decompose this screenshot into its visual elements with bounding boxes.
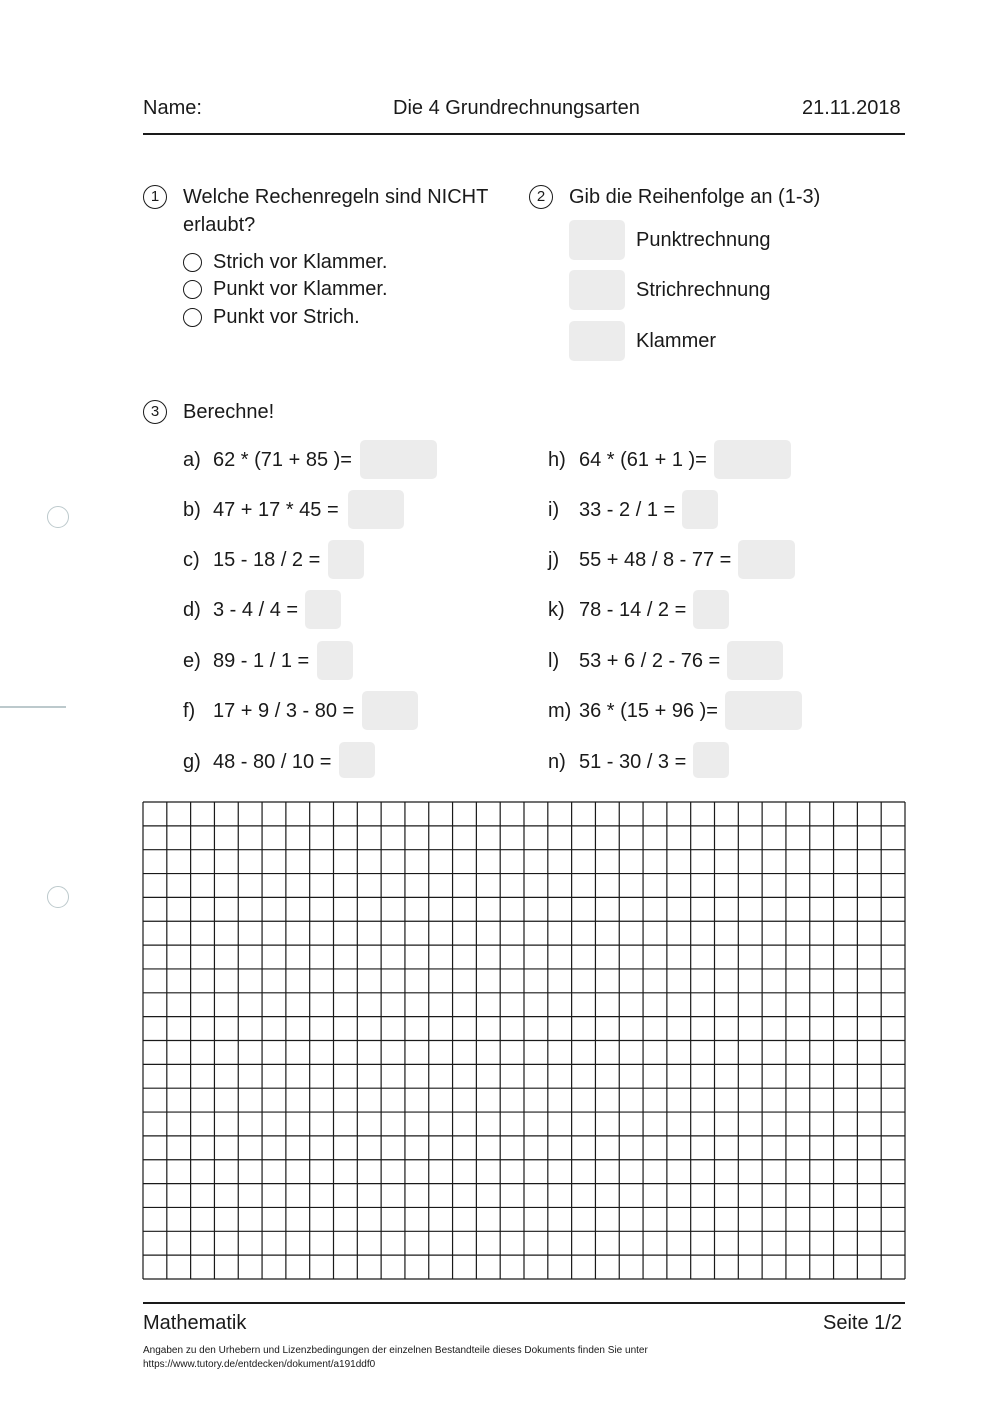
task3-title: Berechne!: [183, 401, 275, 423]
equation-label-f: f): [183, 700, 196, 722]
fold-mark: [0, 706, 66, 708]
equation-k: 78 - 14 / 2 =: [579, 599, 687, 621]
equation-f: 17 + 9 / 3 - 80 =: [213, 700, 355, 722]
task-number-2: 2: [529, 185, 553, 209]
equation-label-d: d): [183, 599, 201, 621]
header-rule: [143, 133, 905, 135]
answer-box-b[interactable]: [348, 490, 404, 529]
option-label-3: Punkt vor Strich.: [213, 306, 360, 328]
equation-n: 51 - 30 / 3 =: [579, 751, 687, 773]
answer-box-j[interactable]: [738, 540, 795, 579]
footer-rule: [143, 1302, 905, 1304]
order-item-1: Punktrechnung: [636, 229, 771, 251]
equation-label-n: n): [548, 751, 566, 773]
date: 21.11.2018: [802, 97, 901, 119]
task-number-3: 3: [143, 400, 167, 424]
order-item-3: Klammer: [636, 330, 717, 352]
equation-label-l: l): [548, 650, 560, 672]
answer-box-a[interactable]: [360, 440, 437, 479]
equation-b: 47 + 17 * 45 =: [213, 499, 339, 521]
equation-m: 36 * (15 + 96 )=: [579, 700, 718, 722]
answer-box-d[interactable]: [305, 590, 341, 629]
equation-label-k: k): [548, 599, 565, 621]
task2-title: Gib die Reihenfolge an (1-3): [569, 186, 821, 208]
equation-label-a: a): [183, 449, 201, 471]
equation-label-c: c): [183, 549, 200, 571]
answer-box-k[interactable]: [693, 590, 729, 629]
answer-box-i[interactable]: [682, 490, 718, 529]
equation-label-g: g): [183, 751, 201, 773]
radio-option-2[interactable]: [183, 280, 202, 299]
answer-box-m[interactable]: [725, 691, 802, 730]
answer-box-n[interactable]: [693, 742, 729, 778]
answer-box-g[interactable]: [339, 742, 375, 778]
task1-title-line1: Welche Rechenregeln sind NICHT: [183, 186, 489, 208]
equation-label-e: e): [183, 650, 201, 672]
grid-paper[interactable]: [142, 801, 906, 1280]
answer-box-l[interactable]: [727, 641, 783, 680]
subject-label: Mathematik: [143, 1312, 247, 1334]
name-label: Name:: [143, 97, 202, 119]
equation-j: 55 + 48 / 8 - 77 =: [579, 549, 732, 571]
equation-a: 62 * (71 + 85 )=: [213, 449, 352, 471]
license-note: Angaben zu den Urhebern und Lizenzbedingungen der einzelnen Bestandteile dieses Dokuments finden Sie unter: [143, 1345, 648, 1356]
order-answer-box-3[interactable]: [569, 321, 625, 361]
radio-option-3[interactable]: [183, 308, 202, 327]
answer-box-e[interactable]: [317, 641, 353, 680]
task1-title-line2: erlaubt?: [183, 214, 256, 236]
equation-i: 33 - 2 / 1 =: [579, 499, 676, 521]
equation-label-i: i): [548, 499, 560, 521]
answer-box-f[interactable]: [362, 691, 418, 730]
equation-g: 48 - 80 / 10 =: [213, 751, 332, 773]
equation-label-h: h): [548, 449, 566, 471]
license-url[interactable]: https://www.tutory.de/entdecken/dokument/a191ddf0: [143, 1359, 376, 1370]
equation-label-j: j): [548, 549, 560, 571]
order-item-2: Strichrechnung: [636, 279, 771, 301]
answer-box-h[interactable]: [714, 440, 791, 479]
punch-hole-mark: [47, 506, 69, 528]
equation-l: 53 + 6 / 2 - 76 =: [579, 650, 721, 672]
equation-h: 64 * (61 + 1 )=: [579, 449, 707, 471]
option-label-1: Strich vor Klammer.: [213, 251, 388, 273]
option-label-2: Punkt vor Klammer.: [213, 278, 388, 300]
equation-label-m: m): [548, 700, 572, 722]
radio-option-1[interactable]: [183, 253, 202, 272]
answer-box-c[interactable]: [328, 540, 364, 579]
order-answer-box-2[interactable]: [569, 270, 625, 310]
page-number: Seite 1/2: [823, 1312, 902, 1334]
punch-hole-mark: [47, 886, 69, 908]
page-title: Die 4 Grundrechnungsarten: [393, 97, 640, 119]
task-number-1: 1: [143, 185, 167, 209]
order-answer-box-1[interactable]: [569, 220, 625, 260]
equation-label-b: b): [183, 499, 201, 521]
equation-d: 3 - 4 / 4 =: [213, 599, 299, 621]
equation-e: 89 - 1 / 1 =: [213, 650, 310, 672]
equation-c: 15 - 18 / 2 =: [213, 549, 321, 571]
